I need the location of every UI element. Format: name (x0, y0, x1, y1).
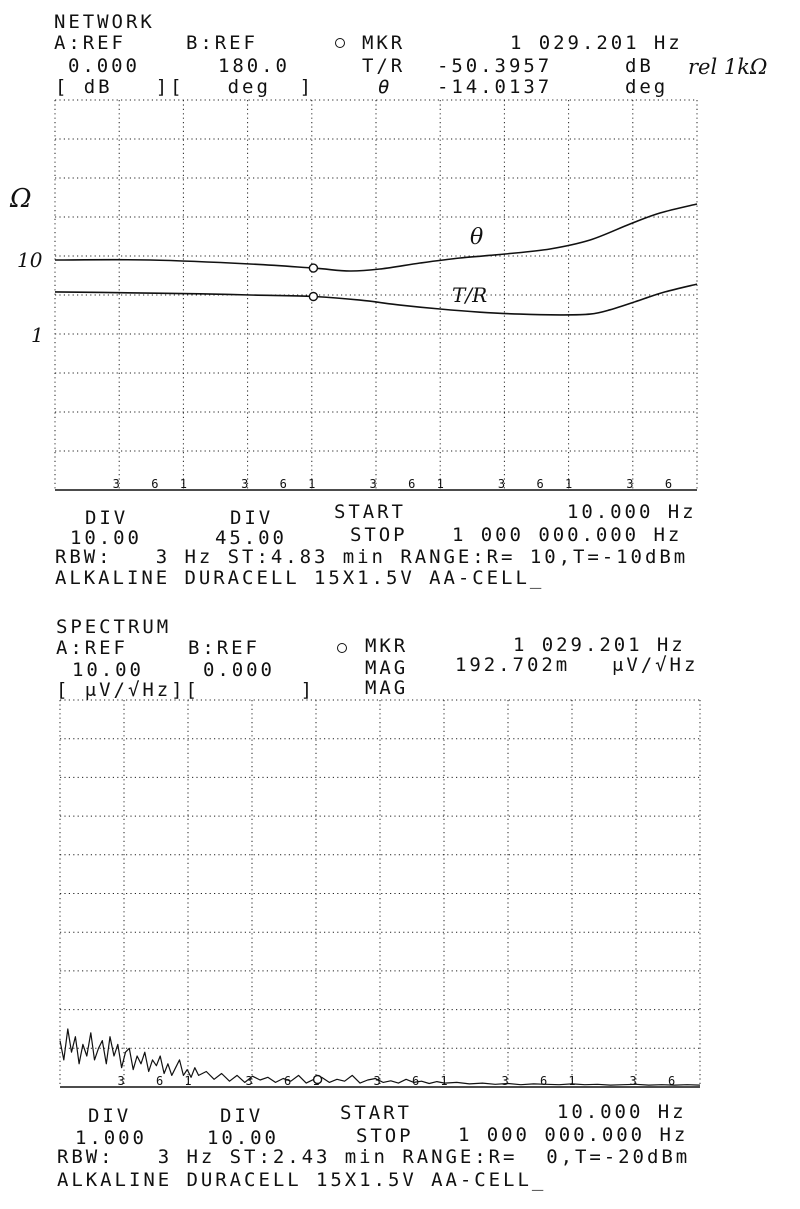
spectrum-stop-value: 1 000 000.000 Hz (458, 1124, 689, 1146)
network-a-ref-label: A:REF (54, 32, 126, 54)
marker-symbol-icon (337, 643, 347, 653)
x-tick-label: 3 (241, 477, 249, 491)
marker-circle (309, 264, 317, 272)
network-title-line: ALKALINE DURACELL 15X1.5V AA-CELL_ (55, 567, 545, 589)
network-start-label: START (334, 501, 406, 523)
spectrum-div-a-label: DIV (88, 1105, 132, 1127)
spectrum-title: SPECTRUM (56, 616, 172, 638)
handwritten-axis-tick-1: 1 (31, 323, 44, 347)
network-trace-b-label: θ (378, 76, 393, 98)
x-tick-label: 6 (151, 477, 159, 491)
marker-circle (309, 293, 317, 301)
spectrum-marker-label: MKR (365, 635, 409, 657)
network-div-a-value: 10.00 (70, 527, 142, 549)
handwritten-tr-curve-label: T/R (452, 283, 488, 307)
network-div-a-label: DIV (85, 507, 129, 529)
network-stop-label: STOP (350, 524, 408, 546)
spectrum-rbw-line: RBW: 3 Hz ST:2.43 min RANGE:R= 0,T=-20dBm (57, 1146, 691, 1168)
network-b-ref-value: 180.0 (218, 55, 290, 77)
x-tick-label: 3 (373, 1074, 381, 1088)
x-tick-label: 6 (667, 1074, 676, 1088)
spectrum-trace-b-label: MAG (365, 677, 409, 699)
marker-circle (314, 1076, 322, 1084)
spectrum-stop-label: STOP (356, 1125, 414, 1147)
x-tick-label: 1 (436, 477, 444, 491)
spectrum-a-ref-value: 10.00 (72, 659, 144, 681)
spectrum-trace-a-label: MAG (365, 657, 409, 679)
x-tick-label: 3 (112, 477, 120, 491)
x-tick-label: 1 (568, 1074, 576, 1088)
spectrum-b-ref-label: B:REF (188, 637, 260, 659)
marker-symbol-icon (335, 38, 345, 48)
spectrum-chart (55, 695, 705, 1095)
x-tick-label: 1 (308, 477, 316, 491)
network-title: NETWORK (54, 11, 155, 33)
handwritten-reference-note: rel 1kΩ (688, 55, 768, 79)
x-tick-label: 6 (408, 477, 416, 491)
spectrum-marker-frequency: 1 029.201 Hz (513, 634, 686, 656)
x-tick-label: 1 (440, 1074, 448, 1088)
network-marker-label: MKR (362, 32, 406, 54)
x-tick-label: 6 (411, 1074, 420, 1088)
network-trace-a-label: T/R (362, 55, 406, 77)
spectrum-div-b-value: 10.00 (207, 1127, 279, 1149)
x-tick-label: 1 (179, 477, 188, 491)
network-rbw-line: RBW: 3 Hz ST:4.83 min RANGE:R= 10,T=-10dBm (55, 546, 689, 568)
network-trace-b-value: -14.0137 (437, 76, 553, 98)
x-tick-label: 3 (626, 477, 634, 491)
x-tick-label: 6 (283, 1074, 292, 1088)
spectrum-start-value: 10.000 Hz (557, 1101, 687, 1123)
network-stop-value: 1 000 000.000 Hz (452, 524, 683, 546)
x-tick-label: 1 (184, 1074, 192, 1088)
network-trace-a-value: -50.3957 (437, 55, 553, 77)
spectrum-trace-a-value: 192.702m (455, 654, 571, 676)
handwritten-axis-tick-10: 10 (17, 248, 43, 272)
x-tick-label: 6 (539, 1074, 548, 1088)
spectrum-div-b-label: DIV (220, 1105, 264, 1127)
spectrum-div-a-value: 1.000 (75, 1127, 147, 1149)
network-start-value: 10.000 Hz (567, 501, 697, 523)
x-tick-label: 3 (629, 1074, 637, 1088)
network-marker-frequency: 1 029.201 Hz (510, 32, 683, 54)
handwritten-theta-curve-label: θ (470, 225, 484, 250)
handwritten-axis-unit: Ω (10, 184, 32, 214)
x-tick-label: 3 (497, 477, 506, 491)
x-tick-label: 3 (501, 1074, 509, 1088)
x-tick-label: 6 (279, 477, 287, 491)
x-tick-label: 6 (155, 1074, 164, 1088)
spectrum-unit-brackets: [ μV/√Hz][ ] (56, 679, 316, 701)
spectrum-start-label: START (340, 1102, 412, 1124)
spectrum-b-ref-value: 0.000 (203, 659, 275, 681)
network-a-ref-value: 0.000 (68, 55, 140, 77)
network-unit-brackets: [ dB ][ deg ] (55, 76, 315, 98)
spectrum-a-ref-label: A:REF (56, 637, 128, 659)
spectrum-title-line: ALKALINE DURACELL 15X1.5V AA-CELL_ (57, 1169, 547, 1191)
spectrum-trace-a-unit: μV/√Hz (612, 654, 699, 676)
network-trace-a-unit: dB (625, 55, 654, 77)
x-tick-label: 6 (536, 477, 544, 491)
x-tick-label: 3 (369, 477, 377, 491)
x-tick-label: 1 (564, 477, 573, 491)
network-chart (50, 95, 702, 495)
network-div-b-label: DIV (230, 507, 274, 529)
series-line-t-r (55, 284, 697, 315)
x-tick-label: 3 (245, 1074, 253, 1088)
network-b-ref-label: B:REF (186, 32, 258, 54)
network-trace-b-unit: deg (625, 76, 669, 98)
x-tick-label: 3 (117, 1074, 125, 1088)
network-div-b-value: 45.00 (215, 527, 287, 549)
x-tick-label: 6 (664, 477, 673, 491)
